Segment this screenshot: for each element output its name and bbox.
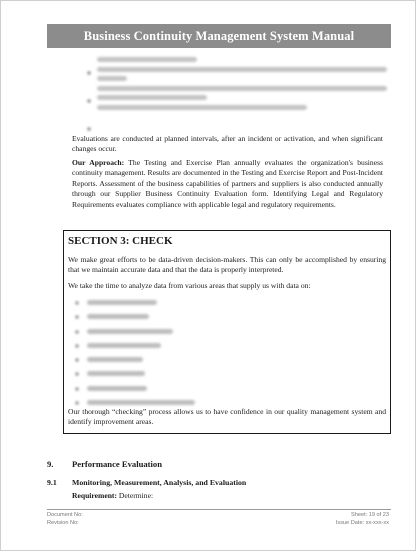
sheet-number: Sheet: 19 of 23 bbox=[351, 512, 389, 518]
approach-label: Our Approach: bbox=[72, 158, 125, 167]
requirement-text: Determine: bbox=[117, 491, 154, 500]
section-9-1-title: Monitoring, Measurement, Analysis, and Evaluation bbox=[72, 478, 247, 487]
blurred-data-areas-list bbox=[75, 297, 275, 411]
check-lead: We take the time to analyze data from various areas that supply us with data on: bbox=[68, 281, 311, 290]
requirement-line bbox=[72, 491, 153, 500]
list-item bbox=[75, 326, 275, 340]
check-intro: We make great efforts to be data-driven decision-makers. This can only be accomplished by ensuring that we maintain accurate data and that the data is properly interpreted. bbox=[68, 255, 386, 275]
list-item bbox=[75, 311, 275, 325]
section-9-number: 9. bbox=[47, 459, 54, 469]
list-item bbox=[75, 383, 275, 397]
document-number: Document No: bbox=[47, 512, 83, 518]
list-item bbox=[75, 340, 275, 354]
list-item bbox=[75, 354, 275, 368]
revision-number: Revision No: bbox=[47, 520, 79, 526]
issue-date: Issue Date: xx-xxx-xx bbox=[335, 520, 389, 526]
section-9-title: Performance Evaluation bbox=[72, 459, 162, 469]
document-title: Business Continuity Management System Manual bbox=[83, 28, 355, 43]
footer-left bbox=[47, 511, 83, 527]
approach-text: The Testing and Exercise Plan annually evaluates the organization's business continuity management. Results are documented in the Testing and Exercise Report and Post-Incident Reports. Assessment of the business capabilities of partners and suppliers is also conducted annually through our Supplier Business Continuity Evaluation form. Identifying Legal and Regulatory Requirements evaluates compliance with applicable legal and regulatory requirements. bbox=[72, 158, 383, 209]
list-item bbox=[75, 297, 275, 311]
evaluations-paragraph: Evaluations are conducted at planned intervals, after an incident or activation, and when significant changes occur. bbox=[72, 134, 383, 154]
check-section-box bbox=[63, 230, 391, 434]
check-closing: Our thorough “checking” process allows us to have confidence in our quality management system and identify improvement areas. bbox=[68, 407, 386, 427]
requirement-label: Requirement: bbox=[72, 491, 117, 500]
footer-right bbox=[336, 511, 389, 527]
blurred-bullet-list bbox=[81, 57, 381, 114]
check-section-title: SECTION 3: CHECK bbox=[68, 235, 173, 247]
page-header bbox=[47, 24, 391, 48]
approach-paragraph bbox=[72, 158, 383, 210]
list-item bbox=[75, 368, 275, 382]
footer-divider bbox=[47, 509, 391, 510]
section-9-1-number: 9.1 bbox=[47, 478, 57, 487]
